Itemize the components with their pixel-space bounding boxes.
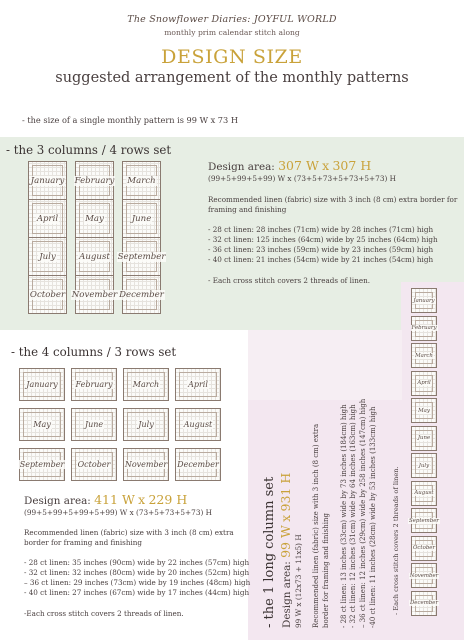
- month-tile-november: [123, 448, 169, 481]
- month-tile-march: [123, 368, 169, 401]
- month-label: August: [79, 251, 110, 262]
- set-a-grid: [28, 161, 203, 313]
- set-c-heading: - the 1 long column set: [262, 476, 277, 628]
- month-label: February: [411, 325, 437, 331]
- set-c-recommend: Recommended linen (fabric) size with 3 inch (8 cm) extra border for framing and finishing: [312, 423, 331, 628]
- set-b-heading: - the 4 columns / 3 rows set: [11, 345, 177, 359]
- month-label: November: [124, 460, 168, 469]
- page-subtitle: suggested arrangement of the monthly patterns: [55, 70, 409, 86]
- month-tile-january: [28, 161, 67, 200]
- month-label: January: [413, 297, 435, 304]
- month-tile-june: [122, 199, 161, 238]
- month-label: October: [29, 289, 66, 300]
- month-tile-january: [411, 288, 437, 313]
- month-tile-february: [75, 161, 114, 200]
- brand-subtitle: monthly prim calendar stitch along: [164, 28, 300, 37]
- set-b-info: [24, 491, 254, 619]
- month-label: December: [177, 460, 219, 469]
- set-b-recommend: Recommended linen (fabric) size with 3 inch (8 cm) extra border for framing and finishing: [24, 528, 234, 548]
- month-label: October: [77, 460, 111, 469]
- area-height: 229 H: [148, 492, 188, 507]
- month-label: March: [127, 175, 156, 186]
- month-label: February: [74, 175, 115, 186]
- set-c-area: [277, 288, 294, 628]
- month-label: December: [119, 289, 164, 300]
- area-x: x: [322, 158, 330, 173]
- month-tile-april: [28, 199, 67, 238]
- area-height: 307 H: [332, 158, 372, 173]
- set-a-linen: - 28 ct linen: 28 inches (71cm) wide by 28 inches (71cm) high: [208, 225, 434, 235]
- month-label: March: [415, 352, 433, 359]
- month-tile-may: [75, 199, 114, 238]
- month-label: January: [26, 380, 58, 389]
- set-a-note: - Each cross stitch covers 2 threads of linen.: [208, 276, 371, 286]
- set-c-linen: – 36 ct linen: 12 inches (29cm) wide by 258 inches (147cm) high: [359, 398, 368, 628]
- month-label: July: [138, 420, 154, 429]
- set-a-recommend: Recommended linen (fabric) size with 3 inch (8 cm) extra border for framing and finishing: [208, 195, 458, 215]
- area-width: 99 W: [278, 525, 293, 558]
- month-tile-january: [19, 368, 65, 401]
- month-tile-october: [28, 275, 67, 314]
- set-c-linen: -40 ct linen: 11 inches (28cm) wide by 53 inches (133cm) high: [368, 406, 377, 628]
- set-a-area: [208, 157, 458, 174]
- month-label: April: [417, 380, 431, 386]
- area-width: 411 W: [94, 492, 135, 507]
- month-tile-november: [411, 563, 437, 588]
- month-label: May: [418, 407, 430, 414]
- month-label: June: [417, 435, 431, 441]
- set-a-heading: - the 3 columns / 4 rows set: [6, 143, 172, 157]
- month-label: June: [84, 420, 104, 429]
- set-b-grid: [19, 368, 222, 482]
- month-tile-march: [411, 343, 437, 368]
- area-label: Design area:: [281, 561, 293, 628]
- month-label: August: [183, 420, 213, 429]
- set-c-grid: [408, 288, 445, 618]
- month-label: May: [33, 420, 51, 429]
- month-label: September: [19, 460, 65, 469]
- month-tile-september: [117, 237, 166, 276]
- set-a-linen: - 32 ct linen: 125 inches (64cm) wide by 25 inches (64cm) high: [208, 235, 438, 245]
- month-tile-march: [122, 161, 161, 200]
- month-tile-july: [123, 408, 169, 441]
- month-label: September: [117, 251, 166, 262]
- month-tile-may: [19, 408, 65, 441]
- month-label: May: [85, 213, 104, 224]
- month-tile-june: [411, 426, 437, 451]
- month-label: December: [409, 600, 439, 606]
- month-label: January: [30, 175, 65, 186]
- area-width: 307 W: [278, 158, 319, 173]
- month-tile-september: [19, 448, 65, 481]
- area-label: Design area:: [208, 161, 275, 173]
- month-tile-may: [411, 398, 437, 423]
- set-c-formula: 99 W x (12x73 + 11x5) H: [294, 534, 304, 628]
- set-b-formula: (99+5+99+5+99+5+99) W x (73+5+73+5+73) H: [24, 508, 212, 518]
- page-title: DESIGN SIZE: [161, 46, 303, 68]
- single-pattern-size: - the size of a single monthly pattern is 99 W x 73 H: [22, 115, 238, 125]
- area-x: x: [138, 492, 146, 507]
- set-b-area: [24, 491, 254, 508]
- month-label: February: [75, 380, 113, 389]
- month-label: July: [39, 251, 56, 262]
- month-tile-november: [71, 275, 118, 314]
- set-c-linen: - 32 ct linen: 12 inches (31cm) wide by 64 inches (163cm) high: [349, 404, 358, 628]
- month-tile-october: [71, 448, 117, 481]
- month-tile-february: [411, 316, 437, 341]
- month-label: July: [418, 462, 430, 469]
- month-tile-december: [411, 591, 437, 616]
- set-c-info: [262, 288, 378, 628]
- set-c-note: - Each cross stitch covers 2 threads of linen.: [392, 466, 400, 615]
- set-b-linen: - 32 ct linen: 32 inches (80cm) wide by 20 inches (52cm) high: [24, 568, 250, 578]
- set-b-linen: - 40 ct linen: 27 inches (67cm) wide by 17 inches (44cm) high: [24, 588, 250, 598]
- area-x: x: [278, 514, 293, 522]
- month-tile-july: [28, 237, 67, 276]
- set-a-linen: - 40 ct linen: 21 inches (54cm) wide by 21 inches (54cm) high: [208, 255, 434, 265]
- month-tile-april: [175, 368, 221, 401]
- area-label: Design area:: [24, 495, 91, 507]
- month-tile-october: [411, 536, 437, 561]
- month-label: October: [412, 545, 436, 551]
- month-tile-august: [411, 481, 437, 506]
- set-a-info: [208, 157, 458, 286]
- month-tile-december: [119, 275, 164, 314]
- month-label: September: [408, 517, 440, 524]
- month-label: April: [188, 380, 208, 389]
- brand-title: The Snowflower Diaries: JOYFUL WORLD: [127, 14, 337, 25]
- month-label: August: [414, 490, 434, 496]
- set-b-linen: – 36 ct linen: 29 inches (73cm) wide by 19 inches (48cm) high: [24, 578, 251, 588]
- set-b-note: -Each cross stitch covers 2 threads of linen.: [24, 609, 184, 619]
- set-c-linen: - 28 ct linen: 13 inches (33cm) wide by 73 inches (184cm) high: [339, 404, 348, 628]
- month-label: November: [71, 289, 118, 300]
- month-tile-july: [411, 453, 437, 478]
- set-a-linen: - 36 ct linen: 23 inches (59cm) wide by 23 inches (59cm) high: [208, 245, 434, 255]
- month-tile-september: [408, 508, 440, 533]
- area-height: 931 H: [278, 472, 293, 512]
- month-tile-february: [71, 368, 117, 401]
- month-tile-december: [175, 448, 221, 481]
- month-label: November: [409, 572, 439, 579]
- month-label: June: [131, 213, 152, 224]
- set-a-formula: (99+5+99+5+99) W x (73+5+73+5+73+5+73) H: [208, 174, 396, 184]
- month-label: April: [36, 213, 59, 224]
- month-tile-june: [71, 408, 117, 441]
- month-tile-april: [411, 371, 437, 396]
- month-tile-august: [75, 237, 114, 276]
- month-label: March: [132, 380, 160, 389]
- month-tile-august: [175, 408, 221, 441]
- set-b-linen: - 28 ct linen: 35 inches (90cm) wide by 22 inches (57cm) high: [24, 558, 250, 568]
